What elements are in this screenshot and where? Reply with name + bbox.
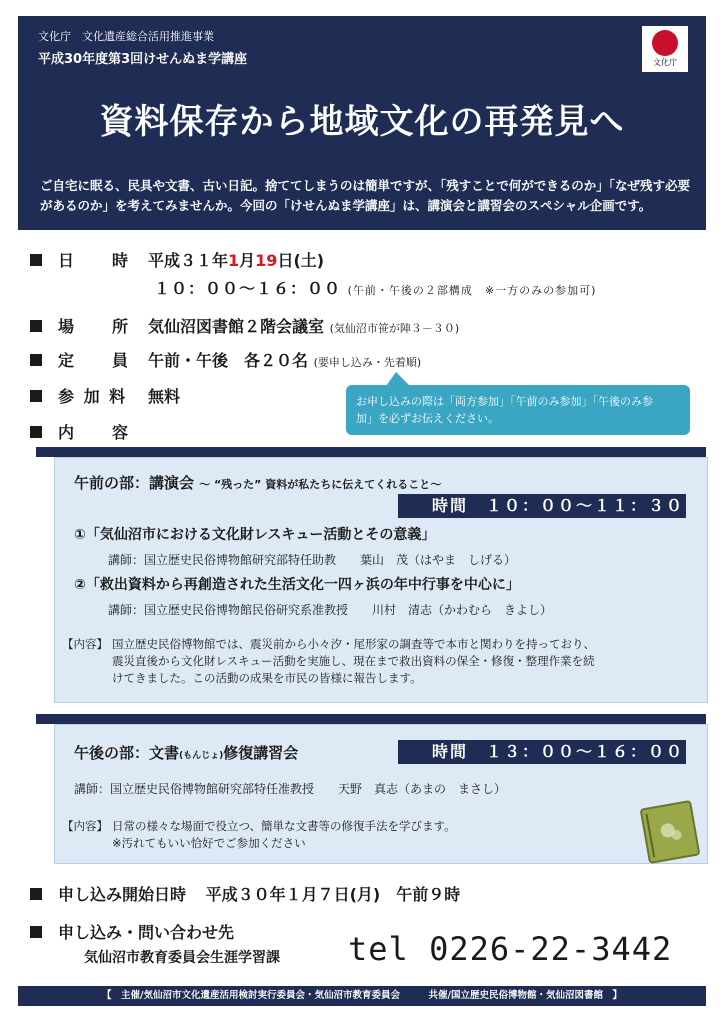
afternoon-top-band	[36, 714, 706, 724]
event-time-note: (午前・午後の２部構成 ※一方のみの参加可)	[347, 284, 597, 297]
bullet-square-icon	[30, 320, 42, 332]
date-prefix: 平成３１年	[148, 251, 229, 270]
series-title: 平成30年度第3回けせんぬま学講座	[38, 52, 248, 67]
place-name: 気仙沼図書館２階会議室	[148, 317, 325, 336]
afternoon-content-tag: 【内容】	[62, 819, 108, 833]
morning-heading	[74, 472, 441, 493]
fee-value: 無料	[148, 387, 181, 406]
afternoon-content-text	[112, 818, 632, 852]
afternoon-title-b: 修復講習会	[223, 744, 299, 762]
header-banner	[18, 16, 706, 230]
logo-mark-icon	[652, 30, 678, 56]
date-day: 19	[255, 251, 278, 270]
capacity-note: (要申し込み・先着順)	[313, 356, 422, 369]
place-value	[148, 314, 459, 337]
date-day-suffix: 日(土)	[277, 251, 325, 270]
bubble-line: お申し込みの際は「両方参加」「午前のみ参加」「午後のみ参	[356, 395, 653, 408]
old-book-illustration-icon	[640, 800, 701, 864]
content-line: 震災直後から文化財レスキュー活動を実施し、現在まで救出資料の保全・修復・整理作業を続	[112, 654, 595, 668]
morning-content-text	[112, 636, 692, 687]
afternoon-heading	[74, 742, 298, 763]
event-time-value: １０：００〜１６：００	[154, 279, 342, 298]
afternoon-time-bar: 時間 １３：００〜１６：００	[398, 740, 686, 764]
contact-org: 気仙沼市教育委員会生涯学習課	[84, 950, 280, 966]
bubble-tail	[386, 372, 410, 386]
apply-start-label: 申し込み開始日時	[58, 885, 187, 904]
fee-label: 参 加 料	[58, 387, 128, 406]
capacity-label: 定 員	[58, 351, 131, 370]
bullet-square-icon	[30, 888, 42, 900]
bullet-square-icon	[30, 426, 42, 438]
date-month: 1	[228, 251, 240, 270]
place-label: 場 所	[58, 317, 131, 336]
morning-content-tag: 【内容】	[62, 637, 108, 651]
afternoon-title-ruby: (もんじょ)	[179, 751, 224, 761]
bullet-square-icon	[30, 390, 42, 402]
lecture-1-title: ①「気仙沼市における文化財レスキュー活動とその意義」	[74, 527, 436, 543]
apply-start	[58, 882, 460, 905]
bullet-square-icon	[30, 254, 42, 266]
morning-title: 午前の部：講演会	[74, 474, 195, 492]
page-title: 資料保存から地域文化の再発見へ	[99, 102, 625, 142]
lecture-2-title: ②「救出資料から再創造された生活文化一四ヶ浜の年中行事を中心に」	[74, 577, 520, 593]
date-month-suffix: 月	[239, 251, 256, 270]
contact-label: 申し込み・問い合わせ先	[58, 923, 235, 942]
content-line: 日常の様々な場面で役立つ、簡単な文書等の修復手法を学びます。	[112, 819, 456, 833]
intro-text: ご自宅に眠る、民具や文書、古い日記。捨ててしまうのは簡単ですが、「残すことで何ができるのか」「なぜ残す必要があるのか」を考えてみませんか。今回の「けせんぬま学講座」は、講演会と講習会のスペシャル企画です。	[40, 178, 691, 213]
logo-text: 文化庁	[653, 58, 677, 67]
bubble-line: 加」を必ずお伝えください。	[356, 412, 499, 425]
capacity-value	[148, 348, 421, 371]
morning-time-bar: 時間 １０：００〜１１：３０	[398, 494, 686, 518]
datetime-label: 日 時	[58, 251, 131, 270]
organizer-text: 文化庁 文化遺産総合活用推進事業	[38, 30, 214, 43]
agency-logo	[642, 26, 688, 72]
contact-tel[interactable]: tel 0226-22-3442	[348, 930, 673, 968]
lecture-1-lecturer: 講師：国立歴史民俗博物館研究部特任助教 葉山 茂（はやま しげる）	[108, 553, 517, 567]
event-date	[148, 248, 324, 271]
lecture-2-lecturer: 講師：国立歴史民俗博物館民俗研究系准教授 川村 清志（かわむら きよし）	[108, 603, 553, 617]
morning-top-band	[36, 447, 706, 457]
content-label: 内 容	[58, 423, 131, 442]
event-time	[154, 276, 596, 299]
apply-start-value: 平成３０年１月７日(月) 午前９時	[205, 885, 461, 904]
content-line: ※汚れてもいい恰好でご参加ください	[112, 836, 306, 850]
afternoon-title-a: 午後の部：文書	[74, 744, 180, 762]
capacity-text: 午前・午後 各２０名	[148, 351, 309, 370]
morning-subtitle: 〜 “残った” 資料が私たちに伝えてくれること〜	[199, 478, 442, 491]
application-note-bubble	[346, 385, 690, 435]
content-line: けてきました。この活動の成果を市民の皆様に報告します。	[112, 671, 422, 685]
bullet-square-icon	[30, 926, 42, 938]
afternoon-lecturer: 講師：国立歴史民俗博物館研究部特任准教授 天野 真志（あまの まさし）	[74, 782, 507, 796]
bullet-square-icon	[30, 354, 42, 366]
footer-sponsors: 【 主催/気仙沼市文化遺産活用検討実行委員会・気仙沼市教育委員会 共催/国立歴史民俗博物館・気仙沼図書館 】	[18, 986, 706, 1006]
content-line: 国立歴史民俗博物館では、震災前から小々汐・尾形家の調査等で本市と関わりを持っており、	[112, 637, 595, 651]
place-address: (気仙沼市笹が陣３－３０)	[329, 322, 460, 335]
